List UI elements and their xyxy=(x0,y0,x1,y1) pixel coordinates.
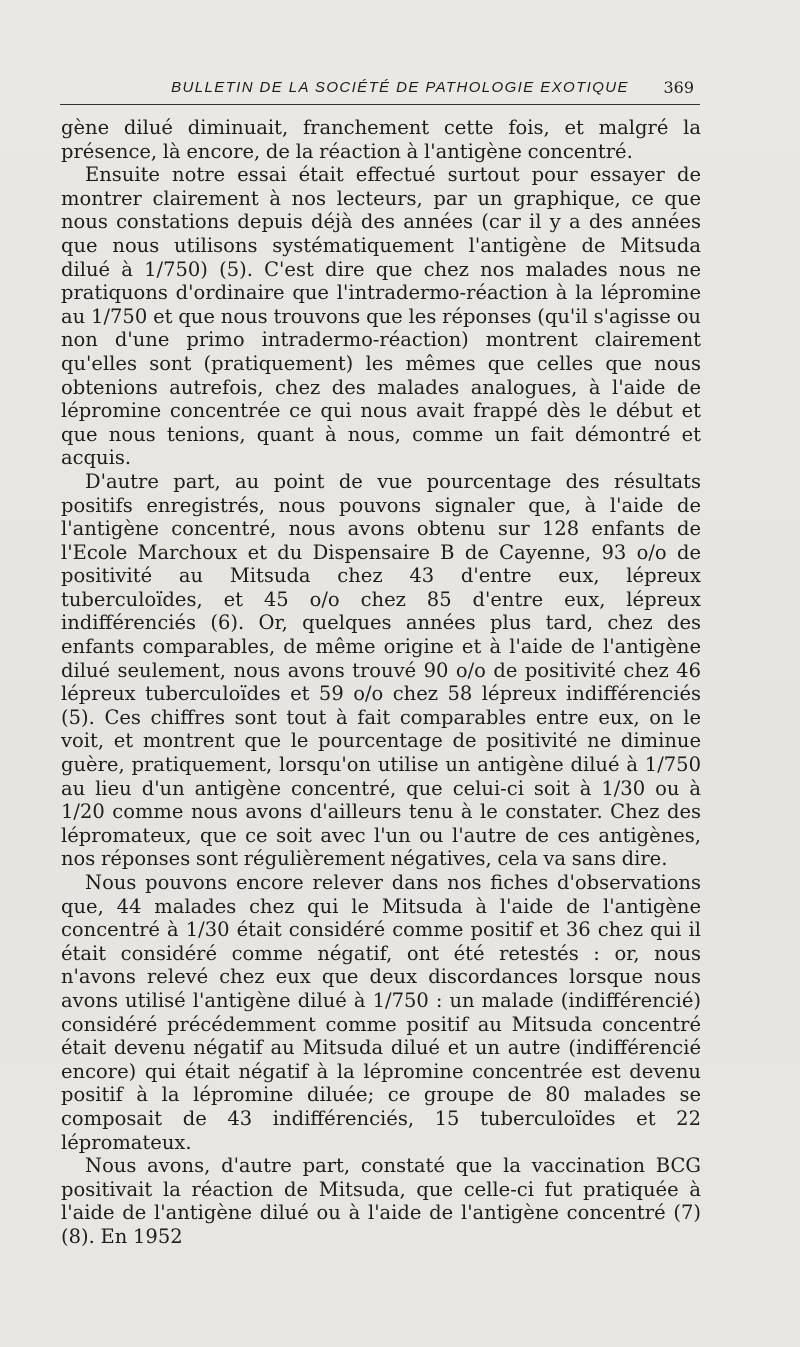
running-head xyxy=(60,78,700,105)
paragraph-bcg-vaccination: Nous avons, d'autre part, constaté que la vaccination BCG positivait la réaction de Mitsuda, que celle-ci fut pratiquée à l'aide de l'antigène dilué ou à l'aide de l'antigène concentré (7) (8). En 1952 xyxy=(61,1154,701,1248)
paragraph-positivity-percentages: D'autre part, au point de vue pourcentage des résultats positifs enregistrés, nous pouvons signaler que, à l'aide de l'antigène concentré, nous avons obtenu sur 128 enfants de l'Ecole Marchoux et du Dispensaire B de Cayenne, 93 o/o de positivité au Mitsuda chez 43 d'entre eux, lépreux tuberculoïdes, et 45 o/o chez 85 d'entre eux, lépreux indifférenciés (6). Or, quelques années plus tard, chez des enfants comparables, de même origine et à l'aide de l'antigène dilué seulement, nous avons trouvé 90 o/o de positivité chez 46 lépreux tuberculoïdes et 59 o/o chez 58 lépreux indifférenciés (5). Ces chiffres sont tout à fait comparables entre eux, on le voit, et montrent que le pourcentage de positivité ne diminue guère, pratiquement, lorsqu'on utilise un antigène dilué à 1/750 au lieu d'un antigène concentré, que celui-ci soit à 1/30 ou à 1/20 comme nous avons d'ailleurs tenu à le constater. Chez des lépromateux, que ce soit avec l'un ou l'autre de ces antigènes, nos réponses sont régulièrement négatives, cela va sans dire. xyxy=(61,469,701,871)
body-text xyxy=(61,116,701,1249)
paragraph-retested-patients: Nous pouvons encore relever dans nos fiches d'observations que, 44 malades chez qui le Mitsuda à l'aide de l'antigène concentré à 1/30 était considéré comme positif et 36 chez qui il était considéré comme négatif, ont été retestés : or, nous n'avons relevé chez eux que deux discordances lorsque nous avons utilisé l'antigène dilué à 1/750 : un malade (indifférencié) considéré précédemment comme positif au Mitsuda concentré était devenu négatif au Mitsuda dilué et un autre (indifférencié encore) qui était négatif à la lépromine concentrée est devenu positif à la lépromine diluée; ce groupe de 80 malades se composait de 43 indifférenciés, 15 tuberculoïdes et 22 lépromateux. xyxy=(61,871,701,1154)
paragraph-graph-purpose: Ensuite notre essai était effectué surtout pour essayer de montrer clairement à nos lecteurs, par un graphique, ce que nous constations depuis déjà des années (car il y a des années que nous utilisons systématiquement l'antigène de Mitsuda dilué à 1/750) (5). C'est dire que chez nos malades nous ne pratiquons d'ordinaire que l'intradermo-réaction à la lépromine au 1/750 et que nous trouvons que les réponses (qu'il s'agisse ou non d'une primo intradermo-réaction) montrent clairement qu'elles sont (pratiquement) les mêmes que celles que nous obtenions autrefois, chez des malades analogues, à l'aide de lépromine concentrée ce qui nous avait frappé dès le début et que nous tenions, quant à nous, comme un fait démontré et acquis. xyxy=(61,163,701,470)
paragraph-continuation: gène dilué diminuait, franchement cette fois, et malgré la présence, là encore, de la réaction à l'antigène concentré. xyxy=(61,116,701,163)
journal-title: BULLETIN DE LA SOCIÉTÉ DE PATHOLOGIE EXOTIQUE xyxy=(171,79,629,96)
page-number: 369 xyxy=(663,78,694,97)
